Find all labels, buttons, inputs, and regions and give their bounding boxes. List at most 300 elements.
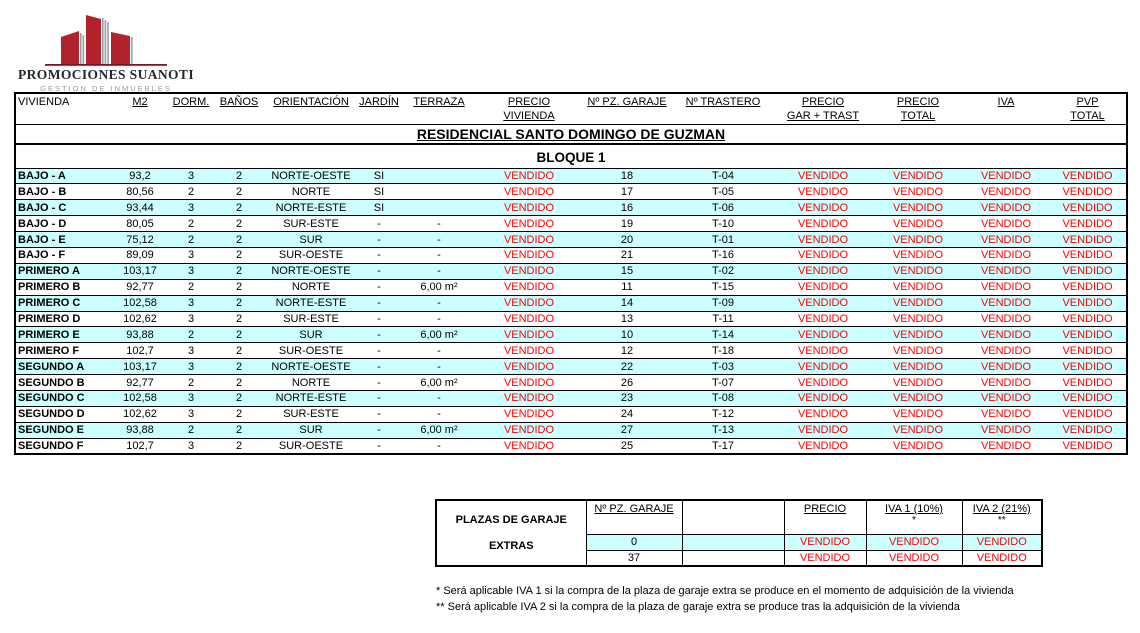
cell: - (357, 327, 401, 343)
cell: VENDIDO (773, 311, 873, 327)
cell: VENDIDO (873, 184, 963, 200)
cell: 2 (213, 422, 265, 438)
cell: 25 (581, 438, 673, 454)
cell: - (401, 311, 477, 327)
cell: 3 (169, 359, 213, 375)
cell: VENDIDO (873, 247, 963, 263)
cell: VENDIDO (963, 406, 1049, 422)
cell: 2 (213, 279, 265, 295)
cell: VENDIDO (963, 247, 1049, 263)
cell: SUR (265, 327, 357, 343)
cell: - (401, 390, 477, 406)
cell: VENDIDO (963, 343, 1049, 359)
cell: 2 (213, 375, 265, 391)
cell: VENDIDO (773, 343, 873, 359)
cell: 2 (213, 359, 265, 375)
cell: 102,62 (111, 406, 169, 422)
cell: - (357, 390, 401, 406)
vivienda-cell: PRIMERO F (15, 343, 111, 359)
cell: VENDIDO (773, 216, 873, 232)
cell: 23 (581, 390, 673, 406)
subtitle-row (15, 144, 1127, 168)
cell: 2 (169, 216, 213, 232)
extras-row-label: PLAZAS DE GARAJE EXTRAS (436, 500, 586, 566)
footnotes (436, 583, 1014, 615)
cell: VENDIDO (866, 550, 962, 566)
cell: 2 (213, 390, 265, 406)
cell: VENDIDO (1049, 263, 1127, 279)
cell: VENDIDO (963, 375, 1049, 391)
cell: VENDIDO (963, 279, 1049, 295)
cell: VENDIDO (477, 359, 581, 375)
cell: - (401, 263, 477, 279)
table-row-segundo-f (15, 438, 1127, 454)
cell: VENDIDO (1049, 438, 1127, 454)
cell: 103,17 (111, 263, 169, 279)
cell: 26 (581, 375, 673, 391)
cell: 6,00 m² (401, 422, 477, 438)
cell: 16 (581, 200, 673, 216)
table-row-bajo-a (15, 168, 1127, 184)
cell: VENDIDO (873, 359, 963, 375)
cell: - (401, 406, 477, 422)
cell: 19 (581, 216, 673, 232)
cell: 2 (169, 184, 213, 200)
main-table-head-section (15, 124, 1127, 168)
extras-column-header-iva-2-21: IVA 2 (21%) ** (962, 500, 1042, 534)
cell: 2 (213, 247, 265, 263)
cell: VENDIDO (873, 327, 963, 343)
page-title: RESIDENCIAL SANTO DOMINGO DE GUZMAN (15, 124, 1127, 144)
cell: VENDIDO (873, 295, 963, 311)
cell: T-11 (673, 311, 773, 327)
cell: 3 (169, 438, 213, 454)
cell: VENDIDO (784, 550, 866, 566)
cell: T-13 (673, 422, 773, 438)
table-row-bajo-c (15, 200, 1127, 216)
cell: T-01 (673, 232, 773, 248)
cell: 6,00 m² (401, 375, 477, 391)
table-row-segundo-e (15, 422, 1127, 438)
cell: VENDIDO (962, 550, 1042, 566)
vivienda-cell: BAJO - E (15, 232, 111, 248)
cell: 2 (169, 422, 213, 438)
column-header-precio-gar-trast: PRECIO GAR + TRAST (773, 93, 873, 124)
column-header-iva: IVA (963, 93, 1049, 124)
cell: VENDIDO (773, 279, 873, 295)
cell: VENDIDO (477, 168, 581, 184)
cell: VENDIDO (866, 534, 962, 550)
cell: VENDIDO (963, 184, 1049, 200)
cell: VENDIDO (1049, 216, 1127, 232)
cell: VENDIDO (1049, 375, 1127, 391)
table-row-segundo-a (15, 359, 1127, 375)
cell: VENDIDO (1049, 279, 1127, 295)
cell: T-09 (673, 295, 773, 311)
cell: 103,17 (111, 359, 169, 375)
cell: SI (357, 200, 401, 216)
cell: NORTE-ESTE (265, 200, 357, 216)
cell: VENDIDO (477, 279, 581, 295)
cell: VENDIDO (1049, 295, 1127, 311)
buildings-icon (31, 4, 181, 68)
cell: T-02 (673, 263, 773, 279)
cell (401, 168, 477, 184)
vivienda-cell: PRIMERO D (15, 311, 111, 327)
cell: VENDIDO (873, 438, 963, 454)
cell: 2 (213, 263, 265, 279)
cell: - (401, 295, 477, 311)
cell: VENDIDO (1049, 327, 1127, 343)
cell: T-06 (673, 200, 773, 216)
cell: 93,88 (111, 422, 169, 438)
cell: - (357, 295, 401, 311)
cell: SUR (265, 422, 357, 438)
cell: NORTE-ESTE (265, 295, 357, 311)
cell: VENDIDO (477, 263, 581, 279)
cell: VENDIDO (873, 343, 963, 359)
cell: 2 (213, 168, 265, 184)
cell: T-04 (673, 168, 773, 184)
table-row-bajo-b (15, 184, 1127, 200)
cell: - (401, 438, 477, 454)
extras-column-header-blank (682, 500, 784, 534)
cell: VENDIDO (963, 359, 1049, 375)
cell: VENDIDO (873, 168, 963, 184)
cell: 11 (581, 279, 673, 295)
cell: 102,62 (111, 311, 169, 327)
cell: T-07 (673, 375, 773, 391)
vivienda-cell: BAJO - F (15, 247, 111, 263)
cell: VENDIDO (773, 295, 873, 311)
table-row-primero-f (15, 343, 1127, 359)
cell: 13 (581, 311, 673, 327)
main-table-body (15, 168, 1127, 454)
extras-table-body (436, 500, 1042, 566)
cell: SUR-OESTE (265, 438, 357, 454)
cell: VENDIDO (873, 375, 963, 391)
main-table-header-row (15, 93, 1127, 124)
cell: VENDIDO (873, 263, 963, 279)
cell: T-15 (673, 279, 773, 295)
cell: 3 (169, 343, 213, 359)
cell (401, 184, 477, 200)
cell: VENDIDO (963, 295, 1049, 311)
cell: VENDIDO (773, 263, 873, 279)
cell: VENDIDO (873, 216, 963, 232)
cell: NORTE-OESTE (265, 263, 357, 279)
cell: 2 (213, 232, 265, 248)
cell: VENDIDO (963, 232, 1049, 248)
vivienda-cell: SEGUNDO A (15, 359, 111, 375)
cell: VENDIDO (1049, 311, 1127, 327)
cell: NORTE (265, 375, 357, 391)
cell: VENDIDO (1049, 168, 1127, 184)
cell: NORTE-OESTE (265, 359, 357, 375)
cell: VENDIDO (773, 406, 873, 422)
table-row-bajo-d (15, 216, 1127, 232)
cell: VENDIDO (477, 184, 581, 200)
extras-column-header-n-pz-garaje: Nº PZ. GARAJE (586, 500, 682, 534)
cell: NORTE-OESTE (265, 168, 357, 184)
table-row-bajo-f (15, 247, 1127, 263)
cell: VENDIDO (477, 232, 581, 248)
cell: 21 (581, 247, 673, 263)
cell: - (357, 422, 401, 438)
cell: VENDIDO (477, 247, 581, 263)
cell: VENDIDO (963, 438, 1049, 454)
footnote-iva2: ** Será aplicable IVA 2 si la compra de la plaza de garaje extra se produce tras la adquisición de la vivienda (436, 601, 960, 613)
cell: VENDIDO (873, 200, 963, 216)
cell: VENDIDO (963, 327, 1049, 343)
company-name: PROMOCIONES SUANOTI (18, 67, 194, 82)
cell: T-14 (673, 327, 773, 343)
cell: 2 (169, 327, 213, 343)
column-header-dorm: DORM. (169, 93, 213, 124)
cell: 2 (169, 375, 213, 391)
cell: 93,88 (111, 327, 169, 343)
cell: 3 (169, 406, 213, 422)
cell: VENDIDO (1049, 200, 1127, 216)
cell: VENDIDO (873, 311, 963, 327)
cell: VENDIDO (963, 263, 1049, 279)
vivienda-cell: BAJO - B (15, 184, 111, 200)
cell: VENDIDO (963, 200, 1049, 216)
vivienda-cell: BAJO - C (15, 200, 111, 216)
cell: SUR-ESTE (265, 406, 357, 422)
cell: VENDIDO (773, 375, 873, 391)
cell: - (357, 279, 401, 295)
cell: - (357, 359, 401, 375)
extras-column-header-precio: PRECIO (784, 500, 866, 534)
cell: 93,44 (111, 200, 169, 216)
cell: VENDIDO (773, 184, 873, 200)
table-row-primero-b (15, 279, 1127, 295)
title-row (15, 124, 1127, 144)
cell: 3 (169, 390, 213, 406)
column-header-vivienda: VIVIENDA (15, 93, 111, 124)
cell: VENDIDO (773, 422, 873, 438)
cell: 22 (581, 359, 673, 375)
cell: VENDIDO (773, 327, 873, 343)
cell: VENDIDO (773, 247, 873, 263)
vivienda-cell: SEGUNDO F (15, 438, 111, 454)
cell: 3 (169, 200, 213, 216)
cell: - (357, 343, 401, 359)
cell: 6,00 m² (401, 279, 477, 295)
cell: VENDIDO (477, 406, 581, 422)
cell: T-05 (673, 184, 773, 200)
cell: - (401, 247, 477, 263)
column-header-orientaci-n: ORIENTACIÓN (265, 93, 357, 124)
cell: T-16 (673, 247, 773, 263)
cell: 2 (169, 279, 213, 295)
cell (682, 550, 784, 566)
cell: T-03 (673, 359, 773, 375)
column-header-precio-total: PRECIO TOTAL (873, 93, 963, 124)
cell: VENDIDO (773, 359, 873, 375)
cell: 102,7 (111, 343, 169, 359)
cell: VENDIDO (477, 438, 581, 454)
cell: VENDIDO (1049, 390, 1127, 406)
cell: VENDIDO (773, 232, 873, 248)
cell: 3 (169, 311, 213, 327)
cell: 93,2 (111, 168, 169, 184)
cell: VENDIDO (784, 534, 866, 550)
cell: - (357, 247, 401, 263)
column-header-precio-vivienda: PRECIO VIVIENDA (477, 93, 581, 124)
cell: VENDIDO (963, 390, 1049, 406)
table-row-primero-e (15, 327, 1127, 343)
cell: 6,00 m² (401, 327, 477, 343)
cell: - (357, 406, 401, 422)
cell: T-18 (673, 343, 773, 359)
cell: SI (357, 168, 401, 184)
cell: VENDIDO (477, 390, 581, 406)
cell: VENDIDO (873, 279, 963, 295)
column-header-m2: M2 (111, 93, 169, 124)
cell: 10 (581, 327, 673, 343)
column-header-n-trastero: Nº TRASTERO (673, 93, 773, 124)
cell: VENDIDO (873, 422, 963, 438)
cell: 2 (169, 232, 213, 248)
cell: VENDIDO (1049, 406, 1127, 422)
cell: 102,58 (111, 390, 169, 406)
cell: - (401, 232, 477, 248)
cell: VENDIDO (477, 200, 581, 216)
cell: 2 (213, 438, 265, 454)
cell: 17 (581, 184, 673, 200)
cell: 89,09 (111, 247, 169, 263)
cell: VENDIDO (1049, 247, 1127, 263)
cell: VENDIDO (773, 200, 873, 216)
cell: - (357, 232, 401, 248)
extras-column-header-iva-1-10: IVA 1 (10%) * (866, 500, 962, 534)
cell: 2 (213, 311, 265, 327)
cell: 92,77 (111, 375, 169, 391)
column-header-jard-n: JARDÍN (357, 93, 401, 124)
table-row-segundo-b (15, 375, 1127, 391)
cell: VENDIDO (873, 232, 963, 248)
cell: 27 (581, 422, 673, 438)
table-row-primero-c (15, 295, 1127, 311)
cell: VENDIDO (1049, 232, 1127, 248)
vivienda-cell: SEGUNDO D (15, 406, 111, 422)
cell: NORTE (265, 184, 357, 200)
cell: VENDIDO (477, 311, 581, 327)
column-header-terraza: TERRAZA (401, 93, 477, 124)
cell: VENDIDO (1049, 422, 1127, 438)
cell: 24 (581, 406, 673, 422)
table-row-primero-d (15, 311, 1127, 327)
cell: 92,77 (111, 279, 169, 295)
cell: 2 (213, 216, 265, 232)
cell: - (357, 311, 401, 327)
cell: 75,12 (111, 232, 169, 248)
cell: VENDIDO (963, 216, 1049, 232)
cell: 37 (586, 550, 682, 566)
cell: VENDIDO (477, 295, 581, 311)
cell: SUR-OESTE (265, 247, 357, 263)
vivienda-cell: PRIMERO C (15, 295, 111, 311)
vivienda-cell: PRIMERO A (15, 263, 111, 279)
cell: VENDIDO (477, 343, 581, 359)
cell: - (401, 359, 477, 375)
main-table (14, 92, 1128, 455)
cell: 2 (213, 295, 265, 311)
cell: VENDIDO (873, 406, 963, 422)
block-subtitle: BLOQUE 1 (15, 144, 1127, 168)
vivienda-cell: SEGUNDO E (15, 422, 111, 438)
extras-table (435, 499, 1043, 567)
cell: 14 (581, 295, 673, 311)
vivienda-cell: SEGUNDO C (15, 390, 111, 406)
cell: VENDIDO (773, 390, 873, 406)
cell: 2 (213, 200, 265, 216)
cell: 80,05 (111, 216, 169, 232)
table-row-primero-a (15, 263, 1127, 279)
cell: VENDIDO (963, 422, 1049, 438)
cell: 102,58 (111, 295, 169, 311)
company-logo (16, 4, 196, 93)
cell: T-12 (673, 406, 773, 422)
cell: 20 (581, 232, 673, 248)
cell: 2 (213, 184, 265, 200)
cell: VENDIDO (477, 327, 581, 343)
cell: T-17 (673, 438, 773, 454)
cell: VENDIDO (962, 534, 1042, 550)
vivienda-cell: PRIMERO B (15, 279, 111, 295)
cell: VENDIDO (963, 168, 1049, 184)
vivienda-cell: BAJO - D (15, 216, 111, 232)
table-row-segundo-c (15, 390, 1127, 406)
company-tagline: GESTION DE INMUEBLES (40, 84, 172, 93)
cell: - (401, 216, 477, 232)
column-header-ba-os: BAÑOS (213, 93, 265, 124)
extras-header-row (436, 500, 1042, 534)
cell: VENDIDO (1049, 359, 1127, 375)
footnote-iva1: * Será aplicable IVA 1 si la compra de la plaza de garaje extra se produce en el momento de adquisición de la vivienda (436, 585, 1014, 597)
cell: - (357, 438, 401, 454)
cell: VENDIDO (477, 422, 581, 438)
cell: 3 (169, 247, 213, 263)
cell: - (401, 343, 477, 359)
cell: 3 (169, 295, 213, 311)
vivienda-cell: SEGUNDO B (15, 375, 111, 391)
cell: 12 (581, 343, 673, 359)
cell: - (357, 216, 401, 232)
cell: VENDIDO (773, 168, 873, 184)
cell: 3 (169, 263, 213, 279)
cell: NORTE-ESTE (265, 390, 357, 406)
column-header-n-pz-garaje: Nº PZ. GARAJE (581, 93, 673, 124)
cell: VENDIDO (963, 311, 1049, 327)
vivienda-cell: BAJO - A (15, 168, 111, 184)
cell: NORTE (265, 279, 357, 295)
cell: 3 (169, 168, 213, 184)
cell: T-10 (673, 216, 773, 232)
cell: 18 (581, 168, 673, 184)
cell: SI (357, 184, 401, 200)
cell: 2 (213, 343, 265, 359)
cell (401, 200, 477, 216)
cell (682, 534, 784, 550)
cell: - (357, 263, 401, 279)
cell: VENDIDO (1049, 343, 1127, 359)
cell: 0 (586, 534, 682, 550)
cell: VENDIDO (477, 375, 581, 391)
cell: - (357, 375, 401, 391)
